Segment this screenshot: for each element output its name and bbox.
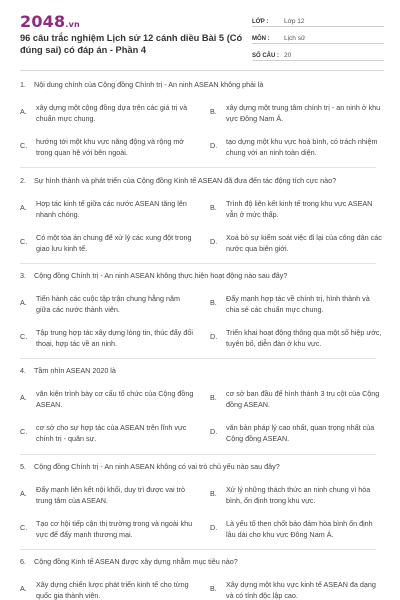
question-3: 3. Cộng đồng Chính trị - An ninh ASEAN không thực hiện hoạt động nào sau đây? A. Tiến hành các cuộc tập trận chung hằng năm giữa các nước thành viên. B. Đẩy mạnh hợp tác về chính trị, hình thành và chia sẻ các chuẩn mực chung. C. Tập trung hợp tác xây dựng lòng tin, thúc đẩy đối thoại, hợp tác về an ninh. D. Triển khai hoạt động thông qua một số hiệp ước, tuyên bố, diễn đàn ở khu vực. [20, 271, 392, 281]
question-divider [20, 167, 376, 168]
meta-value: Lịch sử [284, 35, 306, 42]
page-title: 96 câu trắc nghiệm Lịch sử 12 cánh diều Bài 5 (Có đúng sai) có đáp án - Phần 4 [20, 33, 243, 55]
question-divider [20, 549, 376, 550]
question-text: 1. Nội dung chính của Cộng đồng Chính trị - An ninh ASEAN không phải là [20, 80, 264, 89]
question-6: 6. Cộng đồng Kinh tế ASEAN được xây dựng nhằm mục tiêu nào? A. Xây dựng chiến lược phát triển kinh tế cho từng quốc gia thành viên. B. Xây dựng một khu vực kinh tế ASEAN đa dạng và có tính độc lập cao. [20, 557, 392, 567]
question-text: 4. Tầm nhìn ASEAN 2020 là [20, 366, 116, 375]
document-header [0, 0, 400, 72]
question-1: 1. Nội dung chính của Cộng đồng Chính trị - An ninh ASEAN không phải là A. xây dựng một cộng đồng dựa trên các giá trị và chuẩn mực chung. B. xây dựng một trung tâm chính trị - an ninh ở khu vực Đông Nam Á. C. hướng tới một khu vực năng động và rộng mở trong quan hệ với bên ngoài. D. tạo dựng một khu vực hoà bình, có trách nhiệm chung với an ninh toàn diện. [20, 80, 392, 90]
meta-box [252, 12, 384, 63]
meta-value: Lớp 12 [284, 18, 305, 25]
question-divider [20, 454, 376, 455]
meta-subject-row [252, 29, 384, 44]
question-divider [20, 263, 376, 264]
site-logo[interactable]: 2048.vn [20, 12, 80, 31]
question-text: 5. Cộng đồng Chính trị - An ninh ASEAN không có vai trò chủ yếu nào sau đây? [20, 462, 280, 471]
meta-class-row [252, 12, 384, 27]
header-divider [20, 70, 384, 71]
question-divider [20, 358, 376, 359]
meta-count-row [252, 46, 384, 61]
question-text: 3. Cộng đồng Chính trị - An ninh ASEAN không thực hiện hoạt động nào sau đây? [20, 271, 288, 280]
question-2: 2. Sự hình thành và phát triển của Cộng đồng Kinh tế ASEAN đã đưa đến tác động tích cực nào? A. Hợp tác kinh tế giữa các nước ASEAN tăng lên nhanh chóng. B. Trình độ liên kết kinh tế trong khu vực ASEAN vẫn ở mức thấp. C. Có một tòa án chung để xử lý các xung đột trong giao lưu kinh tế. D. Xoá bỏ sự kiểm soát việc đi lại của công dân các nước qua biên giới. [20, 176, 392, 186]
meta-label: LỚP : [252, 19, 269, 25]
question-text: 2. Sự hình thành và phát triển của Cộng đồng Kinh tế ASEAN đã đưa đến tác động tích cực nào? [20, 176, 337, 185]
question-text: 6. Cộng đồng Kinh tế ASEAN được xây dựng nhằm mục tiêu nào? [20, 557, 238, 566]
meta-label: MÔN : [252, 36, 270, 42]
meta-label: SỐ CÂU : [252, 53, 279, 59]
question-4: 4. Tầm nhìn ASEAN 2020 là A. văn kiện trình bày cơ cấu tổ chức của Cộng đồng ASEAN. B. cơ sở ban đầu để hình thành 3 trụ cột của Cộng đồng ASEAN. C. cơ sở cho sự hợp tác của ASEAN trên lĩnh vực chính trị - quân sự. D. văn bản pháp lý cao nhất, quan trọng nhất của Cộng đồng ASEAN. [20, 366, 392, 376]
question-5: 5. Cộng đồng Chính trị - An ninh ASEAN không có vai trò chủ yếu nào sau đây? A. Đẩy mạnh liên kết nội khối, duy trì được vai trò trung tâm của ASEAN. B. Xử lý những thách thức an ninh chung vì hòa bình, ổn định trong khu vực. C. Tạo cơ hội tiếp cận thị trường trong và ngoài khu vực để đẩy mạnh thương mại. D. Là yếu tố then chốt bảo đảm hòa bình ổn định lâu dài cho khu vực Đông Nam Á. [20, 462, 392, 472]
meta-value: 20 [284, 52, 292, 59]
